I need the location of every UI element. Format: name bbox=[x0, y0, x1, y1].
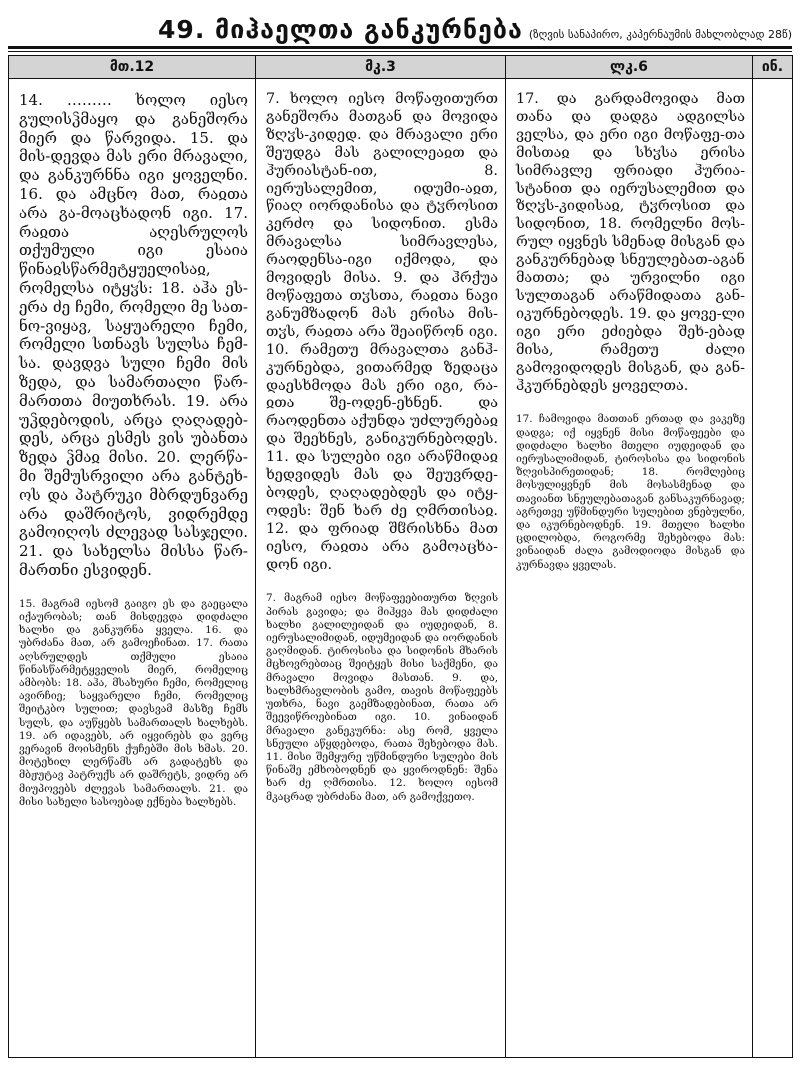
page-subtitle: (ზღვის სანაპირო, კაპერნაუმის მახლობლად 28წ) bbox=[528, 28, 792, 41]
luke-old-text: 17. და გარდამოვიდა მათ თანა და დადგა ადგილსა ველსა, და ერი იგი მოწაფე-თა მისთაჲ და სხჳსა ერისა სიმრავლე ფრიადი ჰურია-სტანით და იერუსალემით და ზღჳს-კიდისაჲ, ტჳროსით და სიდონით, 18. რომელნი მოს-რულ იყვნეს სმენად მისგან და განკურნებად სნეულებათ-აგან მათთა; და ურვილნი იგი სულთაგან არაწმიდათა გან-იკურნებოდეს. 19. და ყოვე-ლი იგი ერი ეძიებდა შეხ-ებად მისა, რამეთუ ძალი გამოვიდოდეს მისგან, და გან-ჰკურნებდეს ყოველთა. bbox=[516, 91, 745, 394]
mark-modern-text: 7. მაგრამ იესო მოწაფეებითურთ ზღვის პირას გავიდა; და მიჰყვა მას დიდძალი ხალხი გალილეიდან და იუდეიდან, 8. იერუსალიმიდან, იდუმეიდან და იორდანის გაღმიდან. ტიროსისა და სიდონის მხარის მცხოვრებთაც შეიტყეს მისი საქმენი, და მრავალი მოვიდა მასთან. 9. და, ხალხმრავლობის გამო, თავის მოწაფეებს უთხრა, ნავი გაემზადებინათ, რათა არ შეევიწროებინათ იგი. 10. ვინაიდან მრავალი განეკურნა: ასე რომ, ყველა სნეული აწყდებოდა, რათა შეხებოდა მას. 11. მისი შემყურე უწმინდური სულები მის წინაშე ემხობოდნენ და ყვიროდნენ: შენა ხარ ძე ღმრთისა. 12. ხოლო იესომ მკაცრად უბრძანა მათ, არ გამოქვეთო. bbox=[266, 592, 498, 803]
column-header-john: ინ. bbox=[753, 56, 793, 79]
column-luke bbox=[506, 79, 753, 1058]
mark-old-text: 7. ხოლო იესო მოწაფითურთ განეშორა მათგან და მოვიდა ზღჳს-კიდედ. და მრავალი ერი შეუდგა მას გალილეაჲთ და ჰურიასტან-ით, 8. იერუსალემით, იდუმი-აჲთ, წიაღ იორდანისა და ტჳროსით კერძო და სიდონით. ესმა მრავალსა სიმრავლესა, რაოდენსა-იგი იქმოდა, და მოვიდეს მისა. 9. და ჰრქუა მოწაფეთა თჳსთა, რაჲთა ნავი განუმზადონ მას ერისა მის-თჳს, რაჲთა არა შეაიწრონ იგი. 10. რამეთუ მრავალთა განჰ-კურნებდა, ვითარმედ ზედაცა დაესხმოდა მას ერი იგი, რა-ჲთა შე-ოდენ-ეხნენ. და რაოდენთა აქუნდა უძლურებაჲ და შეეხნეს, განიკურნებოდეს. 11. და სულები იგი არაწმიდაჲ ხედვიდეს მას და შეუვრდე-ბოდეს, ღაღადებდეს და იტყ-ოდეს: შენ ხარ ძე ღმრთისაჲ. 12. და ფრიად შჱრისხნა მათ იესო, რაჲთა არა გამოაცხა-დონ იგი. bbox=[266, 91, 498, 573]
column-header-mark: მკ.3 bbox=[256, 56, 506, 79]
header-rule-thin bbox=[8, 51, 792, 52]
column-header-matthew: მთ.12 bbox=[9, 56, 256, 79]
matthew-old-text: 14. ……… ხოლო იესო გულისჴმაყო და განეშორა მიერ და წარვიდა. 15. და მის-დევდა მას ერი მრავალი, და განკურნნა იგი ყოველნი. 16. და ამცნო მათ, რაჲთა არა გა-მოაცხადონ იგი. 17. რაჲთა აღესრულოს თქუმული იგი ესაია წინაჲსწარმეტყუელისაჲ, რომელსა იტყჳს: 18. აჰა ეს-ერა ძე ჩემი, რომელი მე სათ-ნო-ვიყავ, საყუარელი ჩემი, რომელი სთნავს სულსა ჩემ-სა. დავდვა სული ჩემი მის ზედა, და სამართალი წარ-მართთა მიუთხრას. 19. არა უჴდებოდის, არცა ღაღადებ-დეს, არცა ესმეს ვის უბანთა ზედა ჴმაჲ მისი. 20. ლერწა-მი შემუსრვილი არა განტეხ-ოს და პატრუკი მბრდუნვარე არა დაშრიტოს, ვიდრემდე გამოიღოს ძლევად სასჯელი. 21. და სახელსა მისსა წარ-მართნი ესვიდენ. bbox=[19, 91, 248, 579]
gospel-parallel-table bbox=[8, 55, 793, 1058]
matthew-modern-text: 15. მაგრამ იესომ გაიგო ეს და გაეცალა იქაურობას; თან მისდევდა დიდძალი ხალხი და განკურნა ყველა. 16. და უბრძანა მათ, არ გამოეჩინათ. 17. რათა აღსრულდეს თქმული ესაია წინასწარმეტყველის მიერ, რომელიც ამბობს: 18. აჰა, მსახური ჩემი, რომელიც ავირჩიე; საყვარელი ჩემი, რომელიც შეიტკბო სულით; დავსვამ მასზე ჩემს სულს, და აუწყებს სამართალს ხალხებს. 19. არ იდავებს, არ იყვირებს და ვერც ვერავინ მოისმენს ქუჩებში მის ხმას. 20. მოტეხილ ლერწამს არ გადატეხს და მბჟუტავ პატრუქს არ დაშრეტს, ვიდრე არ მიუპოვებს ძლევას სამართალს. 21. და მისი სახელი სასოებად ექნება ხალხებს. bbox=[19, 597, 248, 808]
column-header-luke: ლკ.6 bbox=[506, 56, 753, 79]
column-john bbox=[753, 79, 793, 1058]
column-matthew bbox=[9, 79, 256, 1058]
luke-modern-text: 17. ჩამოვიდა მათთან ერთად და ვაკეზე დადგა; იქ იყვნენ მისი მოწაფეები და დიდძალი ხალხი მთელი იუდეიდან და იერუსალიმიდან, ტიროსისა და სიდონის ზღვისპირეთიდან; 18. რომლებიც მოსულიყვნენ მის მოსასმენად და თავიანთ სნეულებათაგან განსაკურნავად; აგრეთვე უწმინდური სულებით ვნებულნი, და იკურნებოდნენ. 19. მთელი ხალხი ცდილობდა, როგორმე შეხებოდა მას: ვინაიდან ძალა გამოდიოდა მისგან და კურნავდა ყველას. bbox=[516, 413, 745, 571]
page-title: 49. მიჰაელთა განკურნება bbox=[158, 15, 523, 44]
header bbox=[8, 6, 792, 44]
header-rule-thick bbox=[8, 46, 792, 49]
column-mark bbox=[256, 79, 506, 1058]
